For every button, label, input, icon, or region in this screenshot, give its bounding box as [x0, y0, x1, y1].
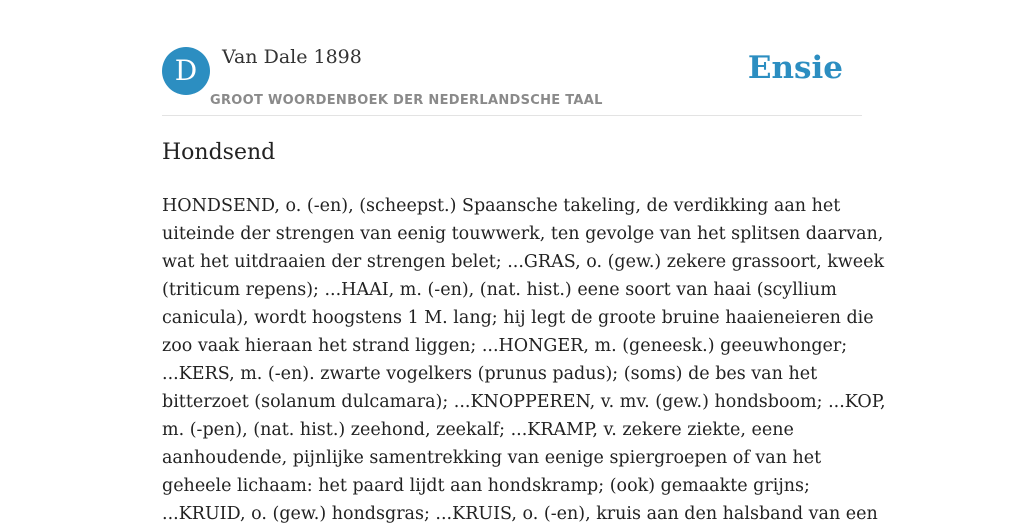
- entry-line: aanhoudende, pijnlijke samentrekking van eenige spiergroepen of van het: [162, 448, 822, 468]
- entry-line: m. (-pen), (nat. hist.) zeehond, zeekalf; ...KRAMP, v. zekere ziekte, eene: [162, 420, 794, 440]
- source-header: [162, 0, 862, 116]
- entry-line: canicula), wordt hoogstens 1 M. lang; hij legt de groote bruine haaieneieren die: [162, 308, 874, 328]
- source-logo[interactable]: D: [162, 47, 210, 95]
- entry-line: ...KERS, m. (-en). zwarte vogelkers (prunus padus); (soms) de bes van het: [162, 364, 818, 384]
- entry-line: ...KRUID, o. (gew.) hondsgras; ...KRUIS, o. (-en), kruis aan den halsband van een: [162, 504, 878, 524]
- entry-line: uiteinde der strengen van eenig touwwerk, ten gevolge van het splitsen daarvan,: [162, 224, 884, 244]
- entry-line: (triticum repens); ...HAAI, m. (-en), (nat. hist.) eene soort van haai (scyllium: [162, 280, 837, 300]
- entry-line: zoo vaak hieraan het strand liggen; ...HONGER, m. (geneesk.) geeuwhonger;: [162, 336, 848, 356]
- entry-line: HONDSEND, o. (-en), (scheepst.) Spaansche takeling, de verdikking aan het: [162, 196, 841, 216]
- source-subtitle: GROOT WOORDENBOEK DER NEDERLANDSCHE TAAL: [210, 93, 603, 108]
- entry-title: Hondsend: [162, 140, 276, 165]
- source-title[interactable]: Van Dale 1898: [222, 46, 362, 68]
- entry-body: [162, 192, 886, 528]
- brand-logo[interactable]: Ensie: [747, 50, 843, 86]
- entry-line: geheele lichaam: het paard lijdt aan hondskramp; (ook) gemaakte grijns;: [162, 476, 810, 496]
- entry-line: wat het uitdraaien der strengen belet; ...GRAS, o. (gew.) zekere grassoort, kweek: [162, 252, 885, 272]
- entry-line: bitterzoet (solanum dulcamara); ...KNOPPEREN, v. mv. (gew.) hondsboom; ...KOP,: [162, 392, 886, 412]
